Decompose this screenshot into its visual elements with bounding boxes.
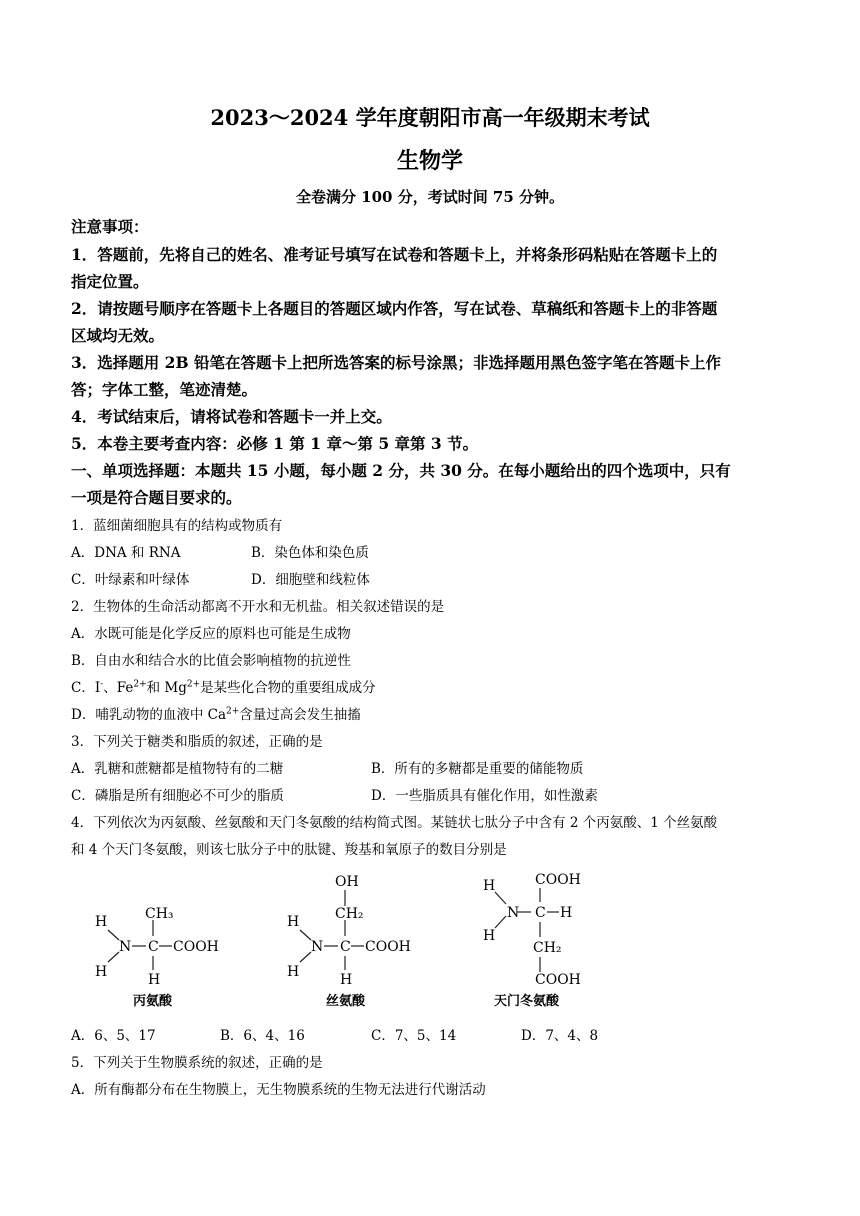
q3-option-b: B．所有的多糖都是重要的储能物质 [371,761,584,777]
serine-c: C [340,939,351,955]
q4-option-b: B．6、4、16 [220,1028,305,1044]
q2c-text: 、Fe [103,680,134,696]
notice-line: 区域均无效。 [71,326,165,345]
question-4-stem: 和 4 个天门冬氨酸，则该七肽分子中的肽键、羧基和氧原子的数目分别是 [71,842,507,858]
aspartate-cooh-top: COOH [535,872,581,888]
q2-option-a: A．水既可能是化学反应的原料也可能是生成物 [71,626,351,642]
q2c-sup: - [100,679,104,690]
alanine-r-group: CH₃ [145,906,174,922]
aspartate-h-bottom: H [483,928,496,944]
q4-option-a: A．6、5、17 [71,1028,156,1044]
alanine-h-alpha: H [148,972,161,988]
q4-option-c: C．7、5、14 [371,1028,457,1044]
serine-h-top: H [287,914,300,930]
section-heading: 一项是符合题目要求的。 [71,488,242,507]
alanine-cooh: COOH [173,939,219,955]
notice-line: 2．请按题号顺序在答题卡上各题目的答题区域内作答，写在试卷、草稿纸和答题卡上的非答题 [71,299,718,318]
aspartate-label: 天门冬氨酸 [494,994,560,1009]
q2-option-b: B．自由水和结合水的比值会影响植物的抗逆性 [71,653,351,669]
q3-option-a: A．乳糖和蔗糖都是植物特有的二糖 [71,761,284,777]
notice-line: 1．答题前，先将自己的姓名、准考证号填写在试卷和答题卡上，并将条形码粘贴在答题卡上的 [71,245,718,264]
q3-option-d: D．一些脂质具有催化作用，如性激素 [371,788,598,804]
alanine-h-top: H [95,914,108,930]
notice-line: 答；字体工整，笔迹清楚。 [71,380,258,399]
amino-acid-structures-figure [71,860,611,1020]
aspartate-h-alpha: H [560,905,573,921]
notice-line: 4．考试结束后，请将试卷和答题卡一并上交。 [71,407,392,426]
q2d-text: 含量过高会发生抽搐 [239,707,361,723]
serine-h-bottom: H [287,964,300,980]
question-5-stem: 5．下列关于生物膜系统的叙述，正确的是 [71,1055,323,1071]
serine-ch2: CH₂ [335,906,364,922]
aspartate-cooh-bottom: COOH [535,972,581,988]
alanine-label: 丙氨酸 [133,994,173,1009]
aspartate-n: N [507,905,520,921]
q2c-sup: 2+ [186,679,201,690]
subject-title: 生物学 [396,148,463,174]
aspartate-c: C [535,905,546,921]
notice-line: 5．本卷主要考查内容：必修 1 第 1 章～第 5 章第 3 节。 [71,434,479,453]
question-3-stem: 3．下列关于糖类和脂质的叙述，正确的是 [71,734,323,750]
serine-cooh: COOH [365,939,411,955]
q2c-text: 和 Mg [146,680,187,696]
q2-option-c [71,676,376,696]
notice-line: 3．选择题用 2B 铅笔在答题卡上把所选答案的标号涂黑；非选择题用黑色签字笔在答题卡上作 [71,353,721,372]
q2c-text: C．I [71,680,101,696]
alanine-h-bottom: H [95,964,108,980]
serine-n: N [311,939,324,955]
q1-option-d: D．细胞壁和线粒体 [251,572,370,588]
q5-option-a: A．所有酶都分布在生物膜上，无生物膜系统的生物无法进行代谢活动 [71,1082,486,1098]
serine-h-alpha: H [340,972,353,988]
exam-info: 全卷满分 100 分，考试时间 75 分钟。 [295,188,565,206]
exam-title: 2023～2024 学年度朝阳市高一年级期末考试 [210,105,650,130]
serine-label: 丝氨酸 [326,994,366,1009]
question-4-stem: 4．下列依次为丙氨酸、丝氨酸和天门冬氨酸的结构简式图。某链状七肽分子中含有 2 个丙氨酸、1 个丝氨酸 [71,815,718,831]
q2-option-d [71,703,361,723]
q1-option-b: B．染色体和染色质 [251,545,369,561]
question-2-stem: 2．生物体的生命活动都离不开水和无机盐。相关叙述错误的是 [71,599,445,615]
q1-option-c: C．叶绿素和叶绿体 [71,572,190,588]
q2c-sup: 2+ [133,679,147,690]
q3-option-c: C．磷脂是所有细胞必不可少的脂质 [71,788,284,804]
q2d-sup: 2+ [226,706,240,717]
section-heading: 一、单项选择题：本题共 15 小题，每小题 2 分，共 30 分。在每小题给出的四个选项中，只有 [71,461,731,480]
alanine-n: N [119,939,132,955]
q1-option-a: A．DNA 和 RNA [71,545,181,561]
notice-line: 指定位置。 [71,272,149,291]
alanine-c: C [148,939,159,955]
question-1-stem: 1．蓝细菌细胞具有的结构或物质有 [71,518,283,534]
q4-option-d: D．7、4、8 [521,1028,599,1044]
q2d-text: D．哺乳动物的血液中 Ca [71,707,226,723]
notice-heading: 注意事项： [71,217,149,236]
aspartate-h-top: H [483,878,496,894]
amino-acid-svg [71,860,611,1020]
aspartate-ch2: CH₂ [533,940,562,956]
q2c-text: 是某些化合物的重要组成成分 [200,680,376,696]
serine-oh: OH [335,874,359,890]
